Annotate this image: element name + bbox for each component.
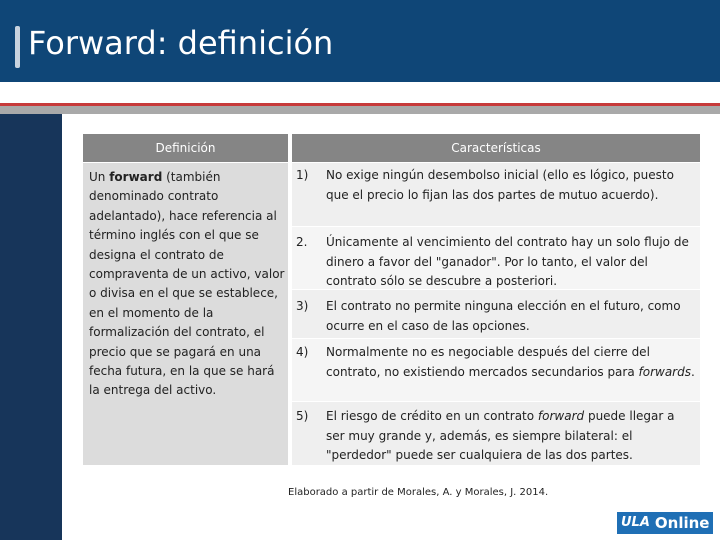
item-text: El contrato no permite ninguna elección en el futuro, como ocurre en el caso de las opciones. [326, 299, 681, 333]
definition-term: forward [109, 170, 163, 184]
header-definition: Definición [83, 134, 288, 162]
item-text [326, 343, 696, 382]
item-number: 5) [296, 409, 309, 423]
logo-online: Online [654, 512, 714, 534]
slide-title: Forward: definición [28, 24, 334, 62]
characteristic-item-3 [296, 297, 696, 336]
header-characteristics: Características [292, 134, 700, 162]
characteristic-item-4 [296, 343, 696, 382]
item-number: 3) [296, 299, 309, 313]
definition-text [89, 168, 285, 401]
definition-text-rest: (también denominado contrato adelantado), hace referencia al término inglés con el que se designa el contrato de compraventa de un activo, valor o divisa en el que se establece, en el momento de la formalización del contrato, el precio que se pagará en una fecha futura, en la que se hará la entrega del activo. [89, 170, 285, 398]
title-accent-bar [15, 26, 20, 68]
left-side-bar [0, 114, 62, 540]
item-number: 4) [296, 345, 309, 359]
grey-divider [0, 106, 720, 114]
item-text-start: Normalmente no es negociable después del cierre del contrato, no existiendo mercados secundarios para [326, 345, 650, 379]
item-number: 2. [296, 235, 308, 249]
item-text: No exige ningún desembolso inicial (ello es lógico, puesto que el precio lo fijan las dos partes de mutuo acuerdo). [326, 168, 674, 202]
characteristic-item-2 [296, 233, 696, 292]
item-text-end: . [691, 364, 695, 379]
source-citation: Elaborado a partir de Morales, A. y Morales, J. 2014. [288, 487, 549, 498]
characteristic-item-1 [296, 166, 696, 205]
item-text-italic: forward [537, 409, 585, 423]
ula-online-logo [617, 510, 717, 536]
definition-text-start: Un [89, 170, 110, 184]
item-text-start: El riesgo de crédito en un contrato [326, 409, 538, 423]
characteristic-item-5 [296, 407, 696, 466]
item-text-italic: forwards [638, 364, 691, 379]
logo-ula: ULA [617, 512, 654, 534]
item-text [326, 407, 696, 466]
item-text-end: puede llegar a ser muy grande y, además, es siempre bilateral: el "perdedor" puede ser cualquiera de las dos partes. [326, 409, 675, 463]
item-number: 1) [296, 168, 309, 182]
item-text: Únicamente al vencimiento del contrato hay un solo flujo de dinero a favor del "ganador". Por lo tanto, el valor del contrato sólo se descubre a posteriori. [326, 235, 689, 289]
